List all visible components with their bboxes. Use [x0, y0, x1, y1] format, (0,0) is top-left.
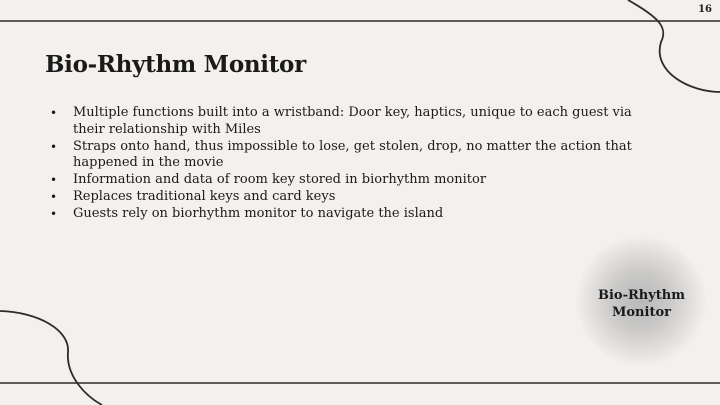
page-number: 16: [698, 4, 712, 15]
bullet-marker: •: [50, 139, 58, 154]
slide-title: Bio-Rhythm Monitor: [45, 51, 306, 78]
bullet-marker: •: [50, 189, 58, 204]
bullet-text: Multiple functions built into a wristband: Door key, haptics, unique to each guest via their relationship with Miles: [73, 105, 632, 137]
bullet-marker: •: [50, 106, 58, 120]
bullet-text: Information and data of room key stored in biorhythm monitor: [73, 172, 487, 188]
bullet-item: [48, 105, 648, 139]
bullet-list: [48, 105, 648, 223]
bullet-item: [48, 172, 648, 189]
bottom-left-arc: [0, 311, 102, 405]
bullet-item: [48, 139, 648, 173]
bullet-text: Guests rely on biorhythm monitor to navigate the island: [73, 205, 444, 221]
bullet-marker: •: [50, 173, 58, 188]
bullet-marker: •: [50, 206, 58, 221]
bullet-text: Replaces traditional keys and card keys: [73, 188, 336, 204]
bullet-item: [48, 206, 648, 223]
bullet-text: Straps onto hand, thus impossible to lose, get stolen, drop, no matter the action that happened in the movie: [73, 138, 632, 171]
bullet-item: [48, 189, 648, 206]
badge-label: Bio-Rhythm Monitor: [597, 288, 685, 320]
